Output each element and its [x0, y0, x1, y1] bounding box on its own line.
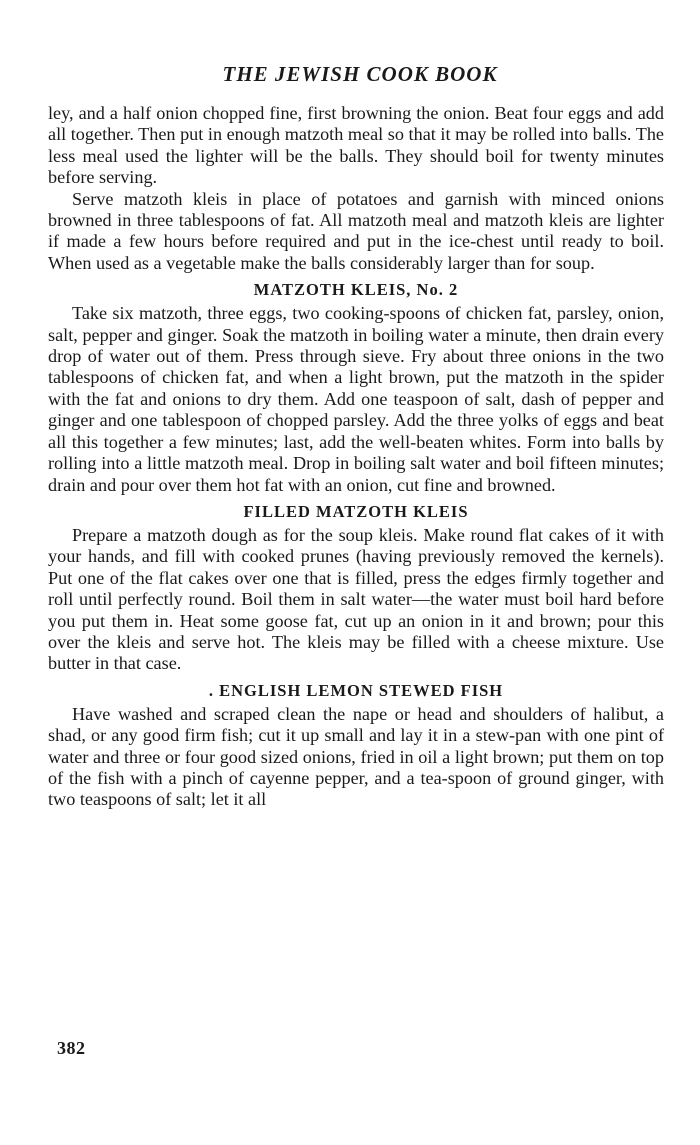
running-head: THE JEWISH COOK BOOK — [222, 62, 498, 86]
recipe-body-matzoth-kleis-no2: Take six matzoth, three eggs, two cooking-spoons of chicken fat, parsley, onion, salt, pepper and ginger. Soak the matzoth in boiling water a minute, then drain every drop of water out of them. Press through sieve. Fry about three onions in the two tablespoons of chicken fat, and when a light brown, put the matzoth in the spider with the fat and onions to dry them. Add one teaspoon of salt, dash of pepper and ginger and one tablespoon of chopped parsley. Add the three yolks of eggs and beat all this together a few minutes; last, add the well-beaten whites. Form into balls by rolling into a little matzoth meal. Drop in boiling salt water and boil fifteen minutes; drain and pour over them hot fat with an onion, cut fine and browned. — [48, 303, 664, 495]
recipe-title-matzoth-kleis-no2: MATZOTH KLEIS, No. 2 — [253, 280, 459, 300]
page-number: 382 — [57, 1038, 86, 1058]
recipe-body-english-lemon-stewed-fish: Have washed and scraped clean the nape or head and shoulders of halibut, a shad, or any good firm fish; cut it up small and lay it in a stew-pan with one pint of water and three or four good sized onions, fried in oil a light brown; put them on top of the fish with a pinch of cayenne pepper, and a tea-spoon of ground ginger, with two teaspoons of salt; let it all — [48, 703, 664, 810]
recipe-title-english-lemon-stewed-fish: . ENGLISH LEMON STEWED FISH — [208, 680, 504, 700]
book-page — [48, 62, 664, 811]
paragraph-kleis-continuation: ley, and a half onion chopped fine, first browning the onion. Beat four eggs and add all together. Then put in enough matzoth meal so that it may be rolled into balls. The less meal used the lighter will be the balls. They should boil for twenty minutes before serving. — [48, 103, 664, 188]
recipe-title-filled-matzoth-kleis: FILLED MATZOTH KLEIS — [243, 501, 469, 521]
paragraph-serving-note: Serve matzoth kleis in place of potatoes and garnish with minced onions browned in three tablespoons of fat. All matzoth meal and matzoth kleis are lighter if made a few hours before required and put in the ice-chest until ready to boil. When used as a vegetable make the balls considerably larger than for soup. — [48, 188, 664, 273]
recipe-body-filled-matzoth-kleis: Prepare a matzoth dough as for the soup kleis. Make round flat cakes of it with your hands, and fill with cooked prunes (having previously removed the kernels). Put one of the flat cakes over one that is filled, press the edges firmly together and roll until perfectly round. Boil them in salt water—the water must boil hard before you put them in. Heat some goose fat, cut up an onion in it and brown; pour this over the kleis and serve hot. The kleis may be filled with a cheese mixture. Use butter in that case. — [48, 524, 664, 674]
